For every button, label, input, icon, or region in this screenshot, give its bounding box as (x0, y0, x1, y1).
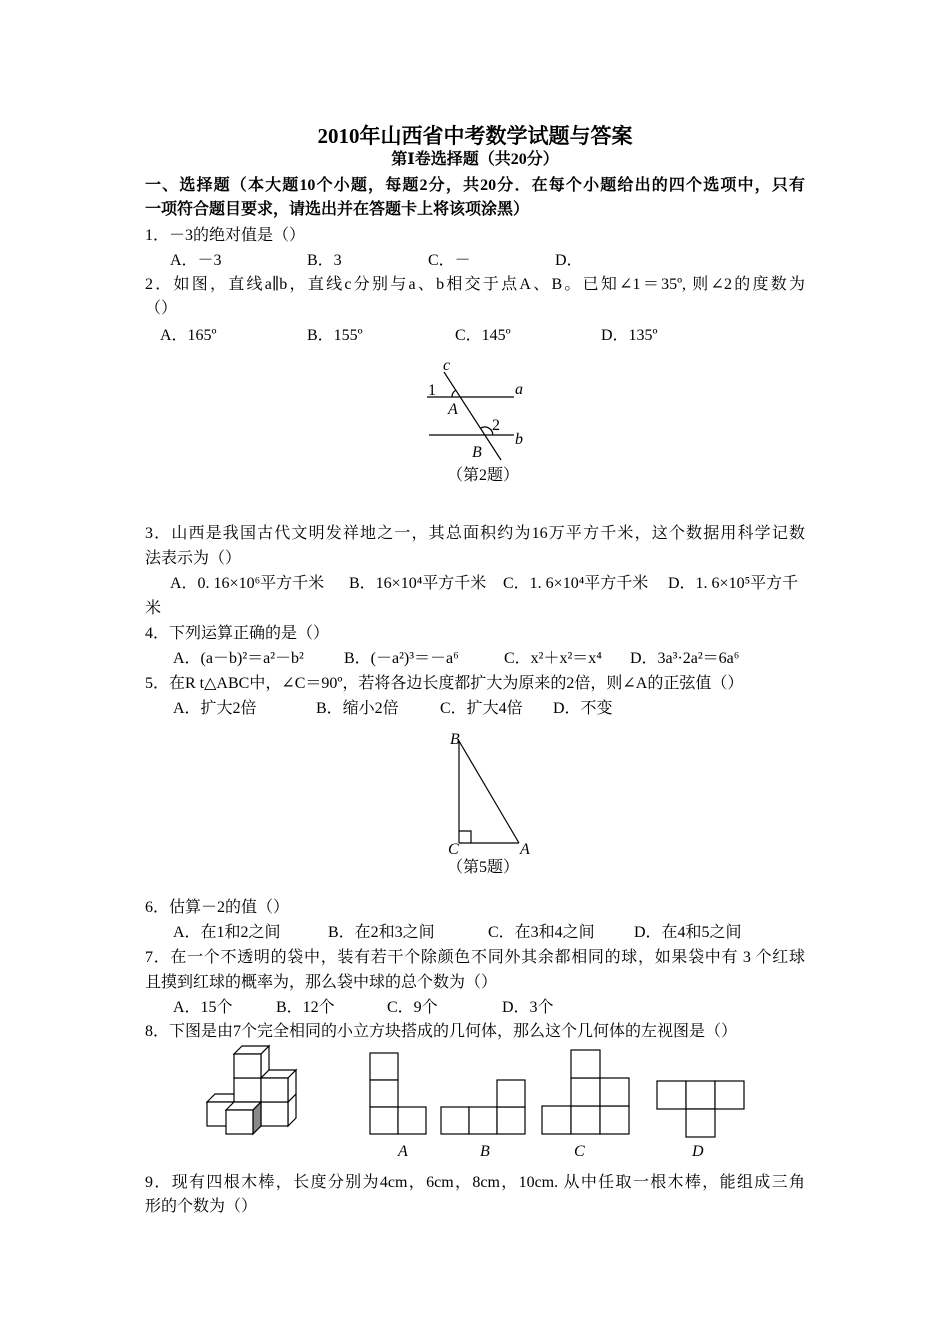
question-7-option-a: A．15个 (173, 999, 233, 1016)
question-9-stem-line-2: 形的个数为（） (145, 1198, 258, 1215)
view-option-c (542, 1050, 629, 1160)
view-option-d (657, 1081, 744, 1160)
question-8-stem: 8．下图是由7个完全相同的小立方块搭成的几何体，那么这个几何体的左视图是（） (145, 1023, 738, 1040)
question-3-option-c: C．1. 6×10⁴平方千米 (503, 575, 649, 592)
label-a: a (515, 381, 523, 398)
question-5-stem: 5．在R t△ABC中，∠C＝90º，若将各边长度都扩大为原来的2倍，则∠A的正弦值（） (145, 675, 744, 692)
question-6-option-a: A．在1和2之间 (173, 924, 281, 941)
question-7-option-d: D．3个 (502, 999, 554, 1016)
question-4-option-a: A．(a－b)²＝a²－b² (173, 650, 304, 667)
question-1-option-d: D． (555, 252, 583, 269)
section-heading-line-1: 一、选择题（本大题10个小题，每题2分，共20分．在每个小题给出的四个选项中，只有 (145, 177, 805, 194)
question-7-option-c: C．9个 (387, 999, 438, 1016)
question-2-option-c: C．145º (455, 327, 511, 344)
view-label-d: D (692, 1143, 704, 1160)
label-point-b: B (472, 444, 482, 461)
question-5-option-b: B．缩小2倍 (316, 700, 399, 717)
question-6-stem: 6．估算－2的值（） (145, 899, 290, 916)
question-3-option-b: B．16×10⁴平方千米 (349, 575, 487, 592)
right-angle-mark (459, 831, 471, 843)
question-3-option-d-wrap: 米 (145, 600, 162, 617)
angle-1-arc (452, 390, 456, 397)
question-1-option-b: B．3 (307, 252, 342, 269)
question-3-stem-line-2: 法表示为（） (145, 550, 242, 567)
view-option-a (370, 1053, 426, 1160)
question-6-option-c: C．在3和4之间 (488, 924, 595, 941)
question-1-stem: 1．－3的绝对值是（） (145, 227, 306, 244)
question-4-option-c: C．x²＋x²＝x⁴ (504, 650, 602, 667)
question-4-stem: 4．下列运算正确的是（） (145, 625, 330, 642)
question-1-option-a: A．－3 (170, 252, 222, 269)
question-2-option-d: D．135º (601, 327, 658, 344)
question-3-option-a: A．0. 16×10⁶平方千米 (170, 575, 325, 592)
vertex-a-label: A (520, 841, 530, 858)
view-label-b: B (480, 1143, 490, 1160)
question-2-option-b: B．155º (307, 327, 363, 344)
question-7-stem-line-1: 7．在一个不透明的袋中，装有若干个除颜色不同外其余都相同的球，如果袋中有 3 个红球 (145, 949, 805, 966)
figure-q8-solid (207, 1046, 296, 1134)
paper-subtitle: 第Ⅰ卷选择题（共20分） (391, 151, 559, 168)
vertex-c-label: C (448, 841, 459, 858)
question-7-stem-line-2: 且摸到红球的概率为，那么袋中球的总个数为（） (145, 974, 498, 991)
cube (226, 1102, 261, 1134)
section-heading-line-2: 一项符合题目要求，请选出并在答题卡上将该项涂黑） (145, 201, 530, 218)
question-5-option-a: A．扩大2倍 (173, 700, 257, 717)
question-2-option-a: A．165º (160, 327, 217, 344)
label-b: b (515, 431, 523, 448)
label-2: 2 (492, 417, 500, 434)
question-4-option-d: D．3a³·2a²＝6a⁶ (630, 650, 740, 667)
figure-q2 (427, 357, 523, 461)
figure-q5 (448, 731, 530, 858)
side-ab (459, 741, 519, 843)
label-1: 1 (428, 382, 436, 399)
question-4-option-b: B．(－a²)³＝－a⁶ (344, 650, 459, 667)
label-c: c (443, 357, 451, 374)
question-6-option-b: B．在2和3之间 (328, 924, 435, 941)
page-title: 2010年山西省中考数学试题与答案 (317, 124, 633, 148)
vertex-b-label: B (450, 731, 460, 748)
label-point-a: A (448, 401, 458, 418)
question-2-stem-line-1: 2．如图，直线a∥b，直线c分别与a、b相交于点A、B。已知∠1＝35º, 则∠2的度数为 (145, 276, 805, 293)
question-1-option-c: C．－ (428, 252, 471, 269)
figure-q2-caption: （第2题） (446, 467, 519, 484)
question-3-stem-line-1: 3．山西是我国古代文明发祥地之一，其总面积约为16万平方千米，这个数据用科学记数 (145, 525, 805, 542)
question-9-stem-line-1: 9．现有四根木棒，长度分别为4cm，6cm，8cm，10cm. 从中任取一根木棒，能组成三角 (145, 1174, 805, 1191)
view-label-c: C (574, 1143, 585, 1160)
question-3-option-d: D．1. 6×10⁵平方千 (668, 575, 799, 592)
view-option-b (441, 1080, 525, 1160)
cube (234, 1046, 269, 1078)
cube (261, 1070, 296, 1102)
figure-q5-caption: （第5题） (446, 859, 519, 876)
question-6-option-d: D．在4和5之间 (634, 924, 742, 941)
question-5-option-d: D．不变 (553, 700, 613, 717)
question-5-option-c: C．扩大4倍 (440, 700, 523, 717)
view-label-a: A (398, 1143, 408, 1160)
question-7-option-b: B．12个 (276, 999, 335, 1016)
question-2-stem-line-2: （） (145, 300, 178, 317)
